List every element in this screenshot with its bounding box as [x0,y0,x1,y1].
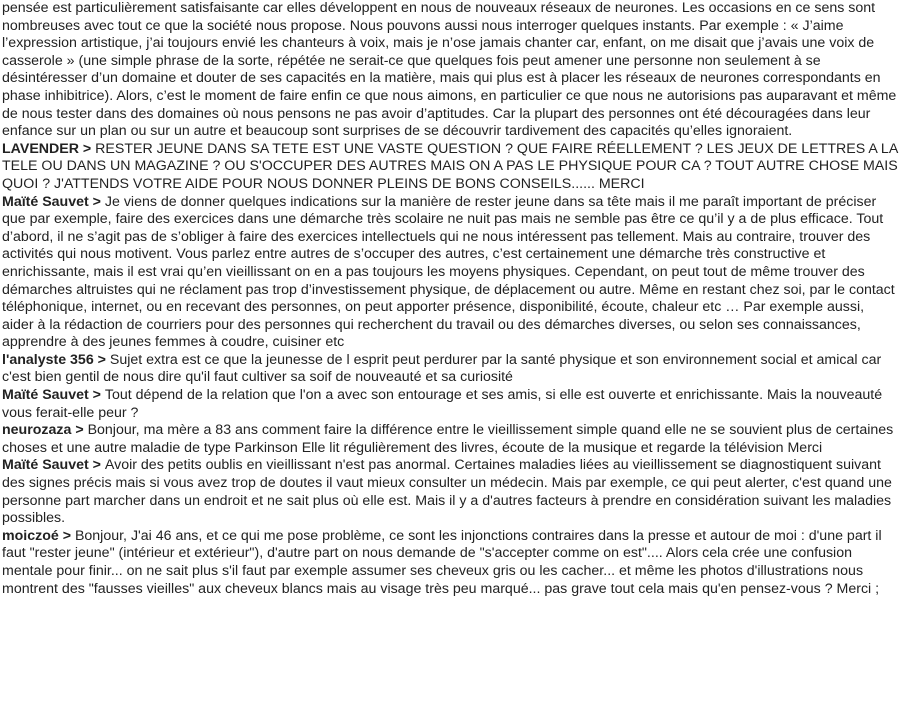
message-text: Je viens de donner quelques indications sur la manière de rester jeune dans sa tête mais il me paraît important de préciser que par exemple, faire des exercices dans une démarche très scolaire ne nuit pas mais ne semble pas être ce qu’il y a de plus efficace. Tout d’abord, il ne s’agit pas de s’obliger à faire des exercices intellectuels qui ne nous intéressent pas tellement. Mais au contraire, trouver des activités qui nous motivent. Vous parlez entre autres de s’occuper des autres, c’est certainement une démarche très constructive et enrichissante, mais il est vrai qu’en vieillissant on en a pas toujours les moyens physiques. Cependant, on peut tout de même trouver des démarches altruistes qui ne réclament pas trop d’investissement physique, de déplacement ou autre. Même en restant chez soi, par le contact téléphonique, internet, ou en recevant des personnes, on peut apporter présence, disponibilité, écoute, chaleur etc … Par exemple aussi, aider à la rédaction de courriers pour des personnes qui recherchent du travail ou des démarches diverses, ou selon ses connaissances, apprendre à des jeunes femmes à coudre, cuisiner etc [2,193,895,351]
message-text: Tout dépend de la relation que l'on a avec son entourage et ses amis, si elle est ouverte et enrichissante. Mais la nouveauté vous ferait-elle peur ? [2,387,883,421]
message [2,194,899,352]
author-separator: > [71,422,88,439]
message [2,457,899,527]
message-author: Maïté Sauvet [2,457,89,474]
message-text: Sujet extra est ce que la jeunesse de l esprit peut perdurer par la santé physique et son environnement social et amical car c'est bien gentil de nous dire qu'il faut cultiver sa soif de nouveauté et sa curiosité [2,351,882,386]
message-author: neurozaza [2,422,72,439]
author-separator: > [88,387,105,404]
message-text: RESTER JEUNE DANS SA TETE EST UNE VASTE QUESTION ? QUE FAIRE RÉELLEMENT ? LES JEUX DE LETTRES A LA TELE OU DANS UN MAGAZINE ? OU S'OCCUPER DES AUTRES MAIS ON A PAS LE PHYSIQUE POUR CA ? TOUT AUTRE CHOSE MAIS QUOI ? J'ATTENDS VOTRE AIDE POUR NOUS DONNER PLEINS DE BONS CONSEILS...... MERCI [2,140,898,192]
message [2,141,899,194]
author-separator: > [78,140,96,157]
message [2,352,899,387]
message-text: Bonjour, ma mère a 83 ans comment faire la différence entre le vieillissement simple quand elle ne se souvient plus de certaines choses et une autre maladie de type Parkinson Elle lit régulièrement des livres, écoute de la musique et regarde la télévision Merci [2,422,894,456]
author-separator: > [88,193,105,210]
message [2,387,899,422]
message-author: moiczoé [2,527,59,544]
author-separator: > [58,527,75,544]
message-author: LAVENDER [2,140,79,157]
message-text: pensée est particulièrement satisfaisante car elles développent en nous de nouveaux réseaux de neurones. Les occasions en ce sens sont nombreuses avec tout ce que la société nous propose. Nous pouvons aussi nous interroger quelques instants. Par exemple : « J’aime l’expression artistique, j’ai toujours envié les chanteurs à voix, mais je n’ose jamais chanter car, enfant, on me disait que j’avais une voix de casserole » (une simple phrase de la sorte, répétée ne serait-ce que quelques fois peut amener une personne non seulement à se désintéresser d’un domaine et douter de ses capacités en la matière, mais qui plus est à placer les réseaux de neurones correspondants en phase inhibitrice). Alors, c’est le moment de faire enfin ce que nous aimons, en particulier ce que nous ne autorisions pas auparavant et même de nous tester dans des domaines où nous pensons ne pas avoir d’aptitudes. Car la plupart des personnes ont été découragées dans leur enfance sur un plan ou sur un autre et beaucoup sont surprises de se découvrir tardivement des capacités qu’elles ignoraient. [2,0,897,140]
message-author: l'analyste 356 [2,351,94,368]
author-separator: > [88,457,105,474]
message-author: Maïté Sauvet [2,387,89,404]
message-author: Maïté Sauvet [2,193,89,210]
author-separator: > [93,351,110,368]
message [2,528,899,598]
message-text: Avoir des petits oublis en vieillissant n'est pas anormal. Certaines maladies liées au vieillissement se diagnostiquent suivant des signes précis mais si vous avez trop de doutes il vaut mieux consulter un médecin. Mais par exemple, ce qui peut alerter, c'est quand une personne part marcher dans un endroit et ne sait plus où elle est. Mais il y a d'autres facteurs à prendre en considération suivant les maladies possibles. [2,457,892,527]
message-continuation [2,0,899,141]
message [2,422,899,457]
message-text: Bonjour, J'ai 46 ans, et ce qui me pose problème, ce sont les injonctions contraires dans la presse et autour de moi : d'une part il faut "rester jeune" (intérieur et extérieur"), d'autre part on nous demande de "s'accepter comme on est".... Alors cela crée une confusion mentale pour finir... on ne sait plus s'il faut par exemple assumer ses cheveux gris ou les cacher... et même les photos d'illustrations nous montrent des "fausses vieilles" aux cheveux blancs mais au visage très peu marqué... pas grave tout cela mais qu'en pensez-vous ? Merci ; [2,527,882,597]
